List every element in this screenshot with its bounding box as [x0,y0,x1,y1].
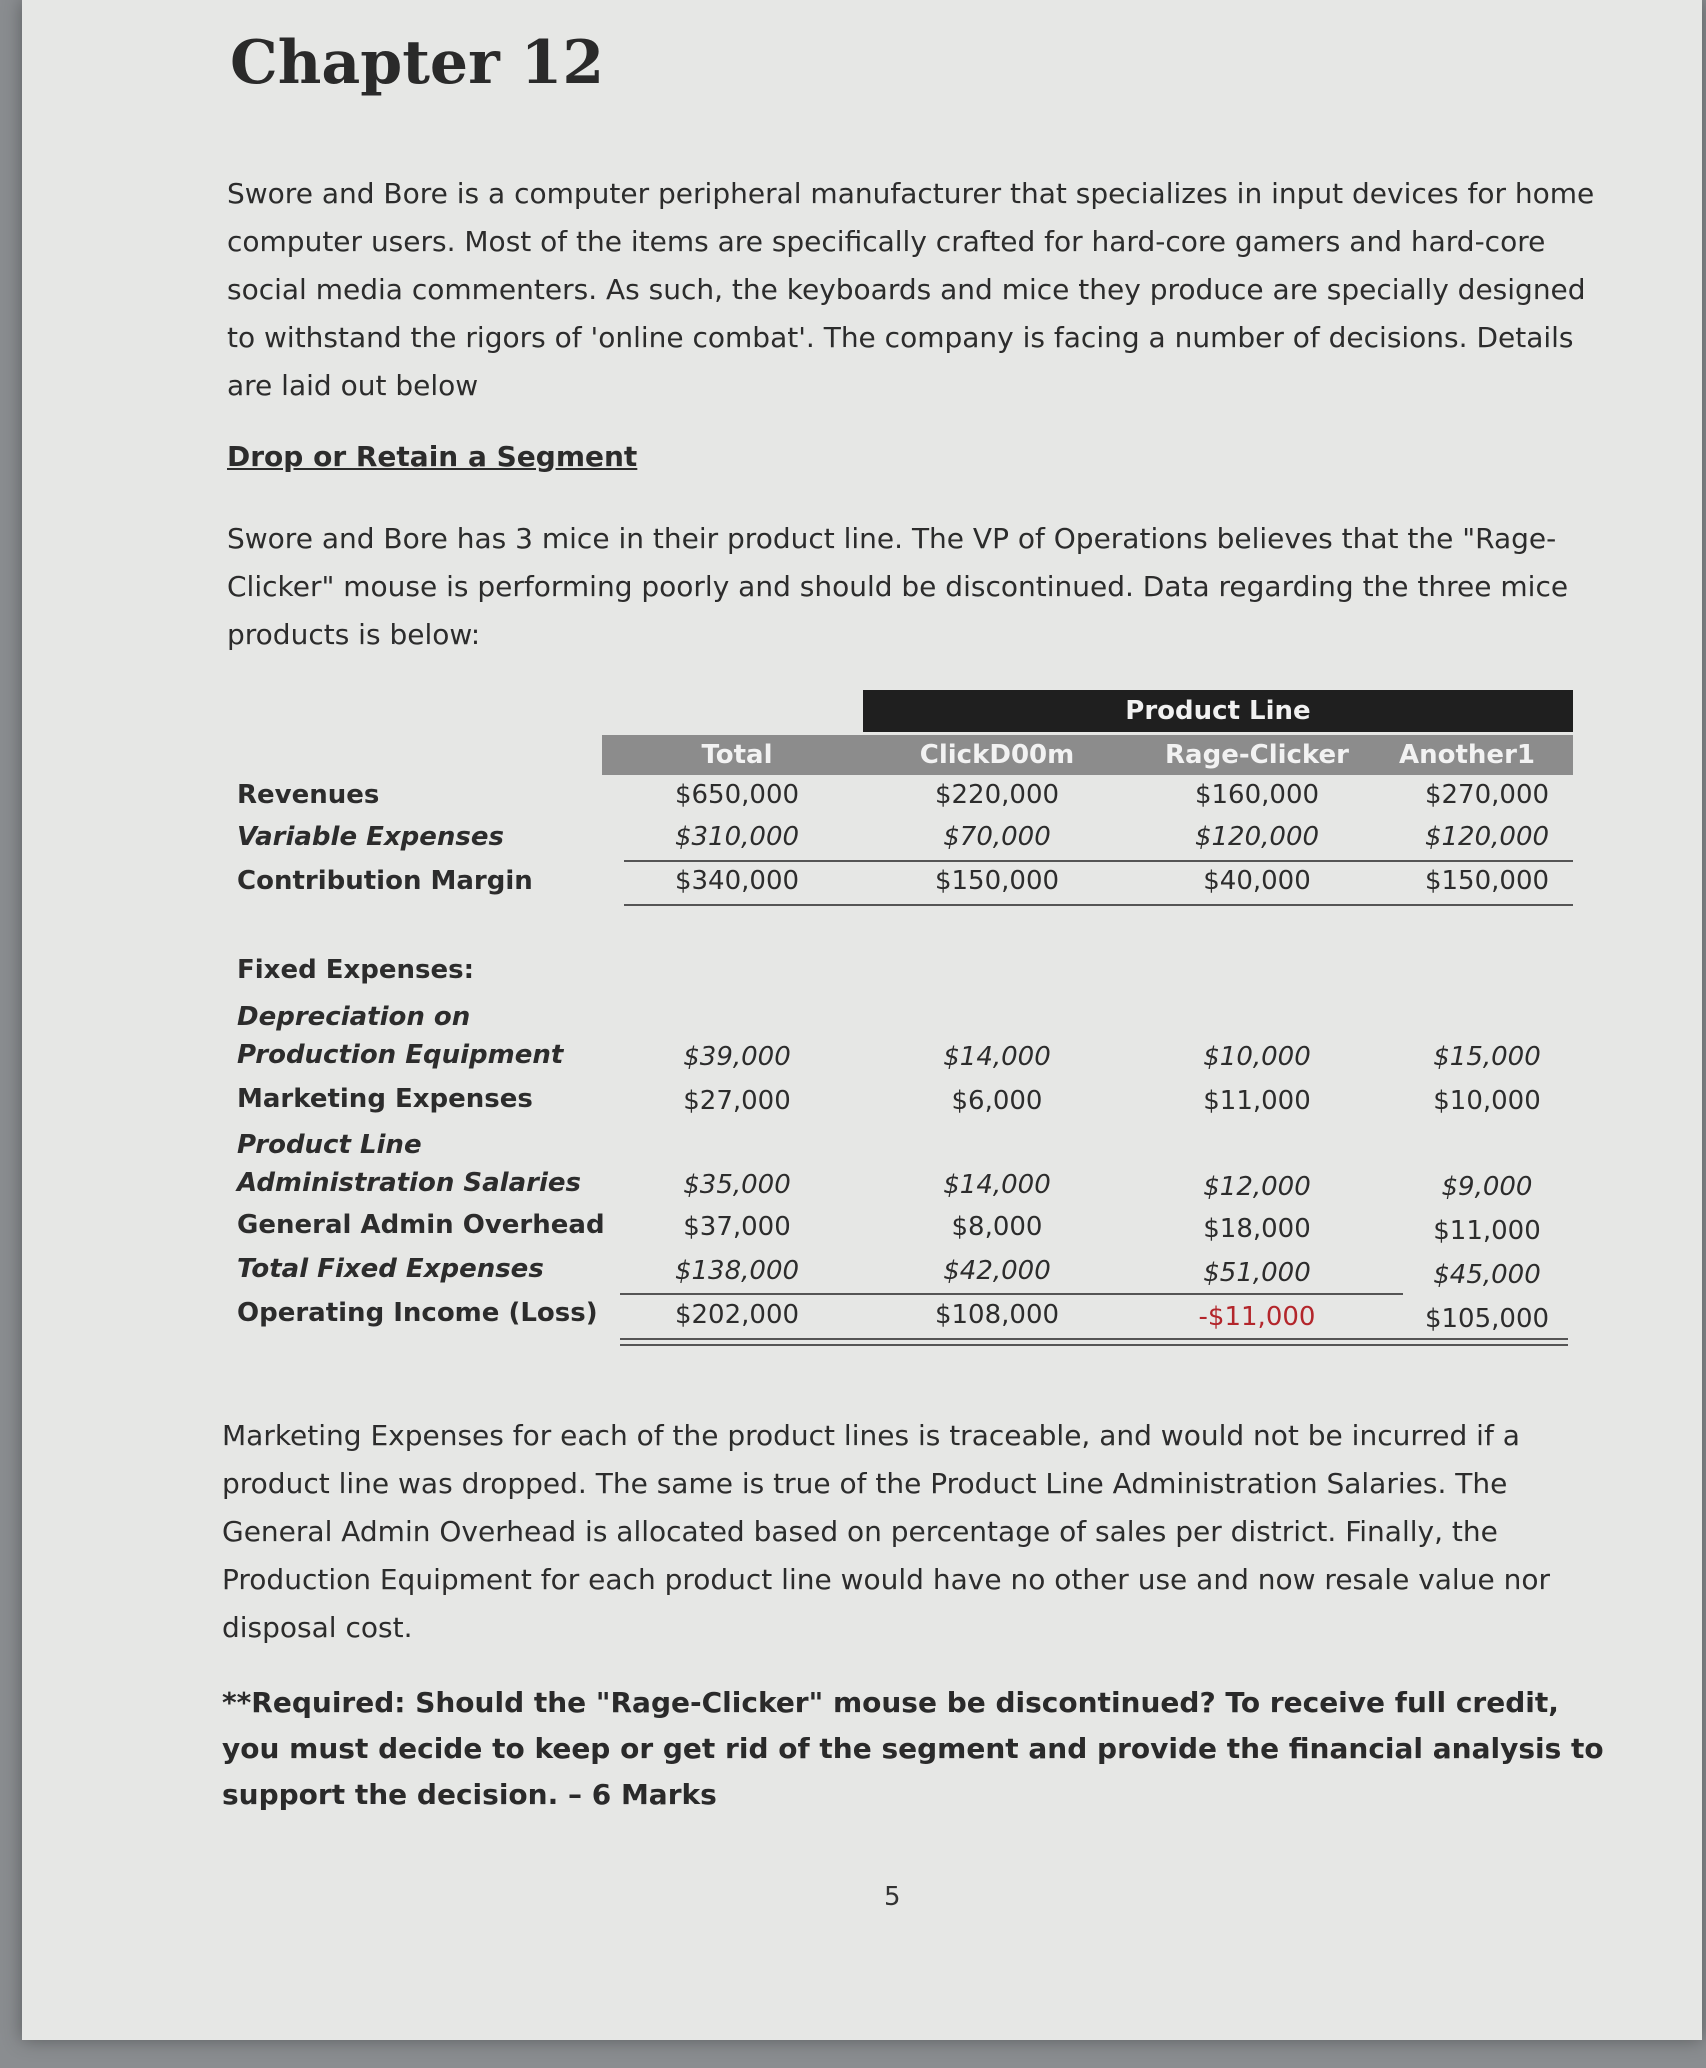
row-label-contribution-margin: Contribution Margin [237,866,533,896]
cell-operating-income-clickdoom: $108,000 [934,1300,1060,1330]
row-label-revenues: Revenues [237,780,380,810]
divider-line [620,1293,1403,1295]
cell-marketing-clickdoom: $6,000 [951,1086,1043,1116]
row-label-admin-salaries-line2: Administration Salaries [237,1168,581,1198]
section-heading: Drop or Retain a Segment [227,440,638,473]
marketing-paragraph: Marketing Expenses for each of the product lines is traceable, and would not be incurred if a product line was dropped. The same is true of the Product Line Administration Salaries. The General Admin Overhead is allocated based on percentage of sales per district. Finally, the Production Equipment for each product line would have no other use and now resale value nor disposal cost. [222,1419,1550,1644]
cell-admin-salaries-another1: $9,000 [1441,1172,1533,1202]
column-header-total: Total [701,740,773,770]
cell-depreciation-rage-clicker: $10,000 [1203,1042,1311,1072]
cell-revenues-rage-clicker: $160,000 [1194,780,1320,810]
cell-revenues-another1: $270,000 [1424,780,1550,810]
cell-admin-salaries-rage-clicker: $12,000 [1203,1172,1311,1202]
cell-variable-another1: $120,000 [1424,822,1550,852]
row-label-general-admin: General Admin Overhead [237,1210,605,1240]
row-label-fixed-expenses: Fixed Expenses: [237,955,475,985]
cell-cm-total: $340,000 [674,866,800,896]
row-label-admin-salaries-line1: Product Line [237,1130,422,1160]
column-header-rage-clicker: Rage-Clicker [1165,740,1349,770]
cell-depreciation-clickdoom: $14,000 [943,1042,1051,1072]
cell-general-admin-another1: $11,000 [1433,1216,1541,1246]
double-underline-bottom [620,1344,1568,1346]
intro-paragraph: Swore and Bore is a computer peripheral manufacturer that specializes in input devices for home computer users. Most of the items are specifically crafted for hard-core gamers and hard-core social media commenters. As such, the keyboards and mice they produce are specially designed to withstand the rigors of 'online combat'. The company is facing a number of decisions. Details are laid out below [227,177,1595,402]
cell-operating-income-total: $202,000 [674,1300,800,1330]
divider-line [624,860,1573,862]
cell-admin-salaries-total: $35,000 [683,1170,791,1200]
cell-cm-another1: $150,000 [1424,866,1550,896]
cell-operating-income-another1: $105,000 [1424,1304,1550,1334]
cell-total-fixed-another1: $45,000 [1433,1260,1541,1290]
cell-revenues-total: $650,000 [674,780,800,810]
document-page [22,0,1702,2040]
row-label-operating-income: Operating Income (Loss) [237,1298,598,1328]
cell-variable-clickdoom: $70,000 [943,822,1051,852]
page-number: 5 [884,1882,901,1912]
row-label-variable-expenses: Variable Expenses [237,822,505,852]
cell-cm-clickdoom: $150,000 [934,866,1060,896]
cell-depreciation-total: $39,000 [683,1042,791,1072]
cell-total-fixed-clickdoom: $42,000 [943,1256,1051,1286]
cell-total-fixed-total: $138,000 [674,1256,800,1286]
row-label-depreciation-line2: Production Equipment [237,1040,564,1070]
cell-revenues-clickdoom: $220,000 [934,780,1060,810]
column-header-another1: Another1 [1399,740,1535,770]
column-header-row [602,735,1573,775]
cell-general-admin-clickdoom: $8,000 [951,1212,1043,1242]
cell-marketing-another1: $10,000 [1433,1086,1541,1116]
mice-paragraph: Swore and Bore has 3 mice in their product line. The VP of Operations believes that the "Rage-Clicker" mouse is performing poorly and should be discontinued. Data regarding the three mice products is below: [227,522,1569,651]
cell-depreciation-another1: $15,000 [1433,1042,1541,1072]
row-label-marketing: Marketing Expenses [237,1084,533,1114]
divider-line [624,904,1573,906]
cell-variable-rage-clicker: $120,000 [1194,822,1320,852]
column-header-clickdoom: ClickD00m [919,740,1075,770]
cell-marketing-total: $27,000 [683,1086,791,1116]
chapter-title: Chapter 12 [230,28,605,98]
row-label-total-fixed: Total Fixed Expenses [237,1254,544,1284]
cell-cm-rage-clicker: $40,000 [1203,866,1311,896]
cell-total-fixed-rage-clicker: $51,000 [1203,1258,1311,1288]
cell-general-admin-rage-clicker: $18,000 [1203,1214,1311,1244]
product-line-header: Product Line [863,690,1573,732]
double-underline-top [620,1338,1568,1340]
required-question: **Required: Should the "Rage-Clicker" mouse be discontinued? To receive full credit, you must decide to keep or get rid of the segment and provide the financial analysis to support the decision. – 6 Marks [222,1686,1604,1811]
cell-operating-income-rage-clicker: -$11,000 [1198,1302,1316,1332]
cell-general-admin-total: $37,000 [683,1212,791,1242]
cell-variable-total: $310,000 [674,822,800,852]
cell-marketing-rage-clicker: $11,000 [1203,1086,1311,1116]
row-label-depreciation-line1: Depreciation on [237,1002,471,1032]
cell-admin-salaries-clickdoom: $14,000 [943,1170,1051,1200]
